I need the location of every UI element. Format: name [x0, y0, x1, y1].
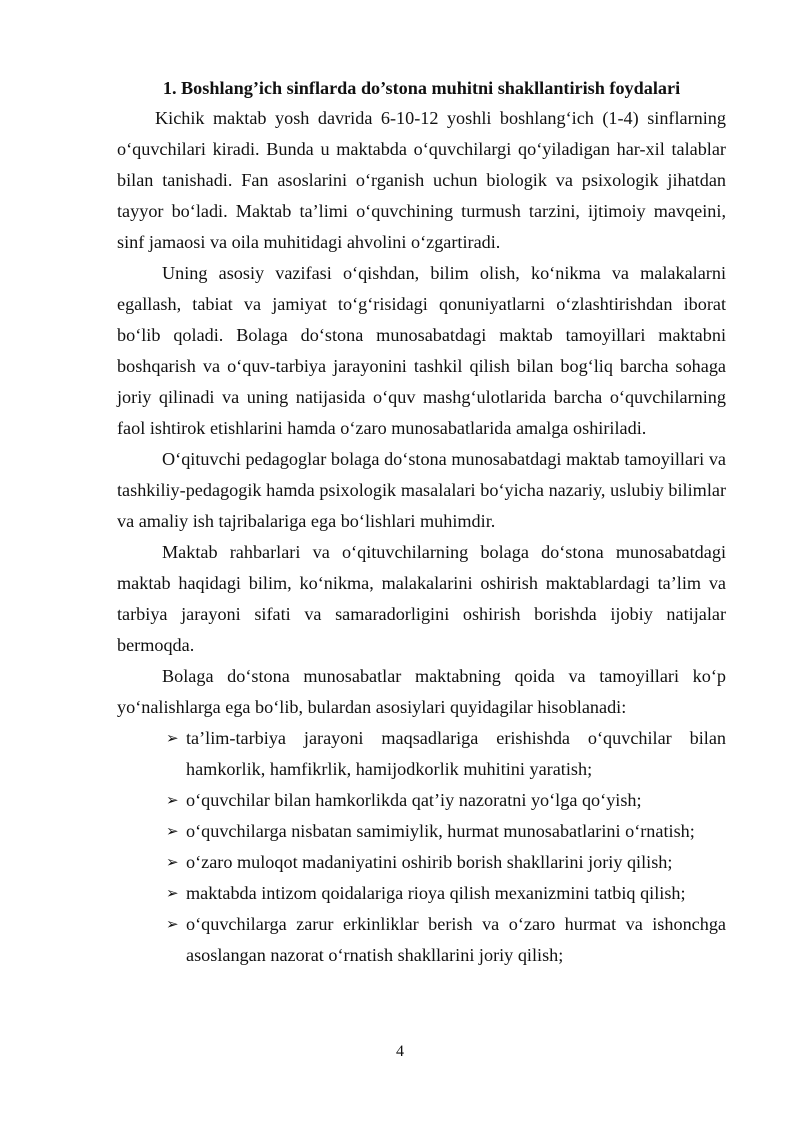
paragraph-5: Bolaga do‘stona munosabatlar maktabning qoida va tamoyillari ko‘p yo‘nalishlarga ega bo‘lib, bulardan asosiylari quyidagilar hisoblanadi: [117, 666, 726, 717]
paragraph-4: Maktab rahbarlari va o‘qituvchilarning bolaga do‘stona munosabatdagi maktab haqidagi bilim, ko‘nikma, malakalarini oshirish maktablardagi ta’lim va tarbiya jarayoni sifati va samaradorligini oshirish borishda ijobiy natijalar bermoqda. [117, 542, 726, 655]
list-item [166, 785, 726, 816]
list-item [166, 847, 726, 878]
list-item [166, 878, 726, 909]
arrow-bullet-icon: ➢ [166, 853, 179, 871]
list-item [166, 723, 726, 785]
page-content [117, 74, 726, 971]
list-item-text: o‘quvchilarga zarur erkinliklar berish va o‘zaro hurmat va ishonchga asoslangan nazorat o‘rnatish shakllarini joriy qilish; [186, 914, 726, 965]
list-item-text: ta’lim-tarbiya jarayoni maqsadlariga erishishda o‘quvchilar bilan hamkorlik, hamfikrlik, hamijodkorlik muhitini yaratish; [186, 728, 726, 779]
arrow-bullet-icon: ➢ [166, 915, 179, 933]
list-item-text: o‘quvchilarga nisbatan samimiylik, hurmat munosabatlarini o‘rnatish; [186, 821, 695, 841]
paragraph-1: Kichik maktab yosh davrida 6-10-12 yoshli boshlang‘ich (1-4) sinflarning o‘quvchilari kiradi. Bunda u maktabda o‘quvchilargi qo‘yiladigan har-xil talablar bilan tanishadi. Fan asoslarini o‘rganish uchun biologik va psixologik jihatdan tayyor bo‘ladi. Maktab ta’limi o‘quvchining turmush tarzini, ijtimoiy mavqeini, sinf jamaosi va oila muhitidagi ahvolini o‘zgartiradi. [117, 108, 726, 252]
list-item-text: o‘quvchilar bilan hamkorlikda qat’iy nazoratni yo‘lga qo‘yish; [186, 790, 642, 810]
list-item [166, 909, 726, 971]
principles-list [117, 723, 726, 971]
arrow-bullet-icon: ➢ [166, 884, 179, 902]
paragraph-3: O‘qituvchi pedagoglar bolaga do‘stona munosabatdagi maktab tamoyillari va tashkiliy-pedagogik hamda psixologik masalalari bo‘yicha nazariy, uslubiy bilimlar va amaliy ish tajribalariga ega bo‘lishlari muhimdir. [117, 449, 726, 531]
page-number: 4 [396, 1043, 404, 1060]
list-item-text: o‘zaro muloqot madaniyatini oshirib borish shakllarini joriy qilish; [186, 852, 673, 872]
arrow-bullet-icon: ➢ [166, 729, 179, 747]
list-item [166, 816, 726, 847]
list-item-text: maktabda intizom qoidalariga rioya qilish mexanizmini tatbiq qilish; [186, 883, 686, 903]
arrow-bullet-icon: ➢ [166, 791, 179, 809]
paragraph-2: Uning asosiy vazifasi o‘qishdan, bilim olish, ko‘nikma va malakalarni egallash, tabiat va jamiyat to‘g‘risidagi qonuniyatlarni o‘zlashtirishdan iborat bo‘lib qoladi. Bolaga do‘stona munosabatdagi maktab tamoyillari maktabni boshqarish va o‘quv-tarbiya jarayonini tashkil qilish bilan bog‘liq barcha sohaga joriy qilinadi va uning natijasida o‘quv mashg‘ulotlarida barcha o‘quvchilarning faol ishtirok etishlarini hamda o‘zaro munosabatlarida amalga oshiriladi. [117, 263, 726, 438]
arrow-bullet-icon: ➢ [166, 822, 179, 840]
section-title: 1. Boshlang’ich sinflarda do’stona muhitni shakllantirish foydalari [162, 78, 681, 98]
